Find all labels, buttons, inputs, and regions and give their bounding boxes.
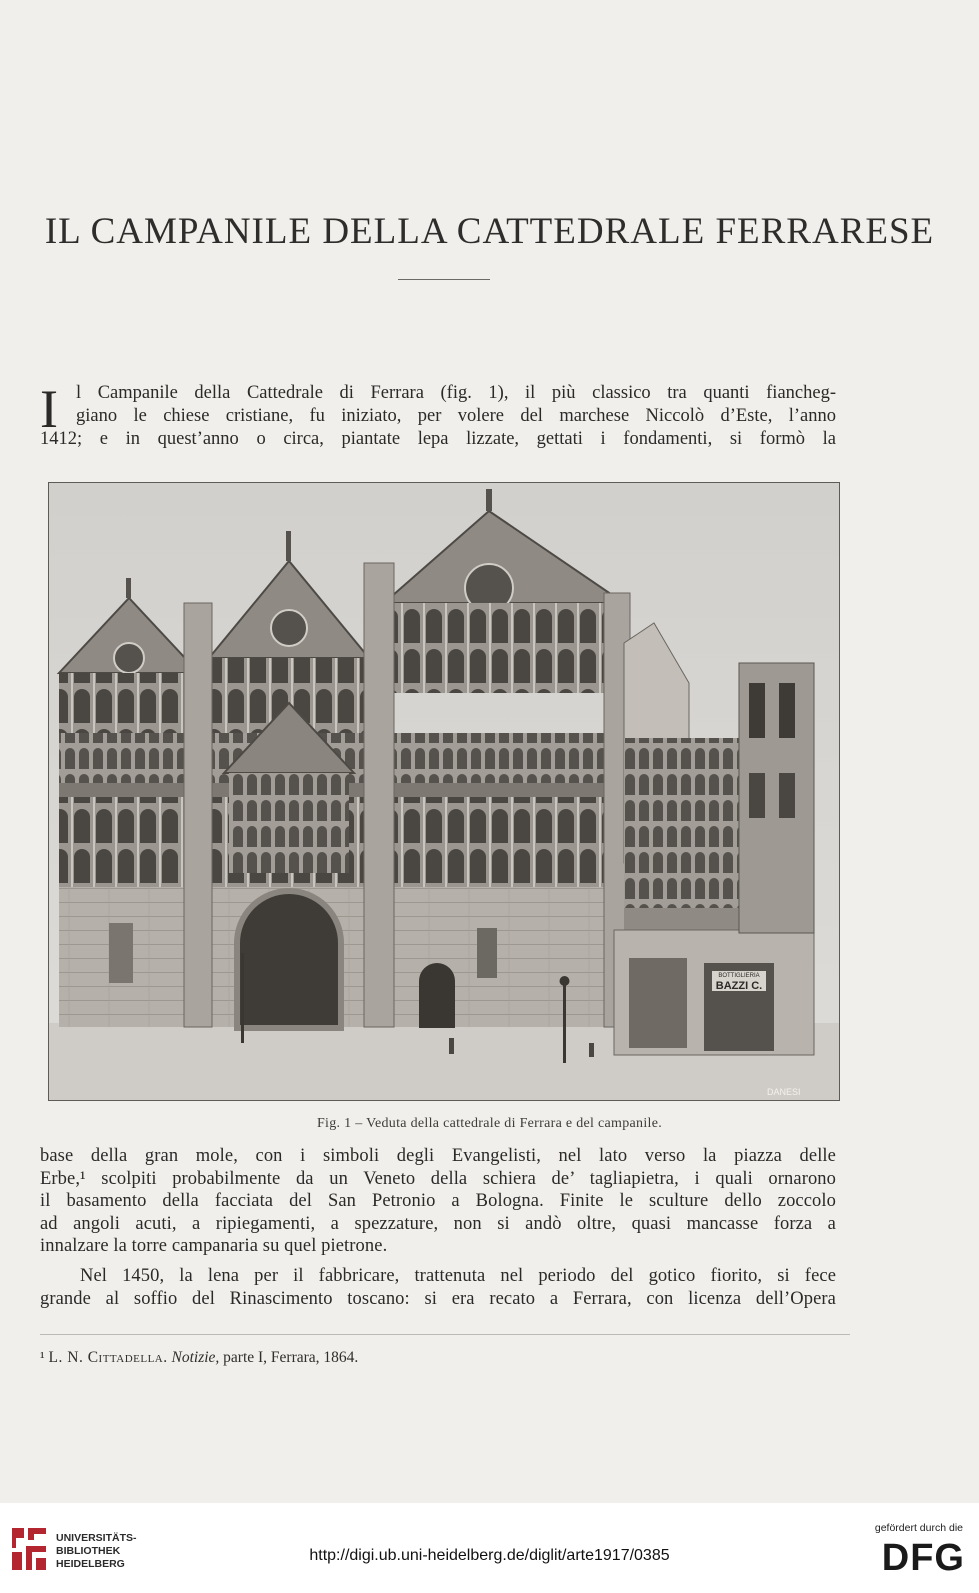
cathedral-photograph — [48, 482, 840, 1101]
figure-caption: Fig. 1 – Veduta della cattedrale di Ferrara e del campanile. — [316, 1116, 663, 1131]
body-line: ad angoli acuti, a ripiegamenti, a spezzature, non si andò oltre, quasi mancasse forza a — [40, 1213, 836, 1234]
page-title: IL CAMPANILE DELLA CATTEDRALE FERRARESE — [44, 211, 935, 252]
body-line: base della gran mole, con i simboli degli Evangelisti, nel lato verso la piazza delle — [40, 1146, 836, 1166]
body-paragraph-2-line-1 — [80, 1265, 836, 1288]
body-line: Nel 1450, la lena per il fabbricare, trattenuta nel periodo del gotico fiorito, si fece — [80, 1266, 836, 1286]
footnote-marker: ¹ — [40, 1349, 45, 1366]
body-paragraph-2-line-2 — [40, 1288, 836, 1311]
title-divider — [398, 279, 490, 280]
source-url-link[interactable]: http://digi.ub.uni-heidelberg.de/diglit/arte1917/0385 — [309, 1547, 670, 1564]
footnote — [40, 1349, 358, 1367]
body-line: il basamento della facciata del San Petronio a Bologna. Finite le sculture dello zoccolo — [40, 1191, 836, 1211]
intro-line-3: 1412; e in quest’anno o circa, piantate lepa lizzate, gettati i fondamenti, si formò la — [40, 429, 836, 449]
body-line: grande al soffio del Rinascimento toscano: si era recato a Ferrara, con licenza dell’Opera — [40, 1289, 836, 1309]
footnote-author: L. N. Cittadella. — [48, 1349, 168, 1366]
footnote-work: Notizie, — [171, 1349, 220, 1366]
shop-sign-main: BAZZI C. — [715, 980, 763, 992]
footnote-divider — [40, 1334, 850, 1335]
digitization-footer — [0, 1503, 979, 1593]
funding-label: gefördert durch die — [874, 1522, 963, 1534]
photo-credit: DANESI — [767, 1087, 801, 1097]
cathedral-illustration — [49, 483, 839, 1100]
institution-name: UNIVERSITÄTS- BIBLIOTHEK HEIDELBERG — [56, 1532, 137, 1570]
body-paragraph-1 — [40, 1145, 836, 1258]
footnote-details: parte I, Ferrara, 1864. — [223, 1349, 359, 1366]
drop-cap: I — [40, 379, 58, 439]
body-line: innalzare la torre campanaria su quel pietrone. — [40, 1236, 388, 1256]
intro-line-1: l Campanile della Cattedrale di Ferrara (fig. 1), il più classico tra quanti fiancheg- — [76, 383, 836, 403]
shop-sign-top: BOTTIGLIERIA — [718, 973, 760, 979]
dfg-logo: DFG — [881, 1537, 965, 1579]
intro-line-2: giano le chiese cristiane, fu iniziato, per volere del marchese Niccolò d’Este, l’anno — [76, 406, 836, 426]
body-line: Erbe,¹ scolpiti probabilmente da un Veneto della schiera de’ tagliapietra, i quali ornarono — [40, 1168, 836, 1189]
